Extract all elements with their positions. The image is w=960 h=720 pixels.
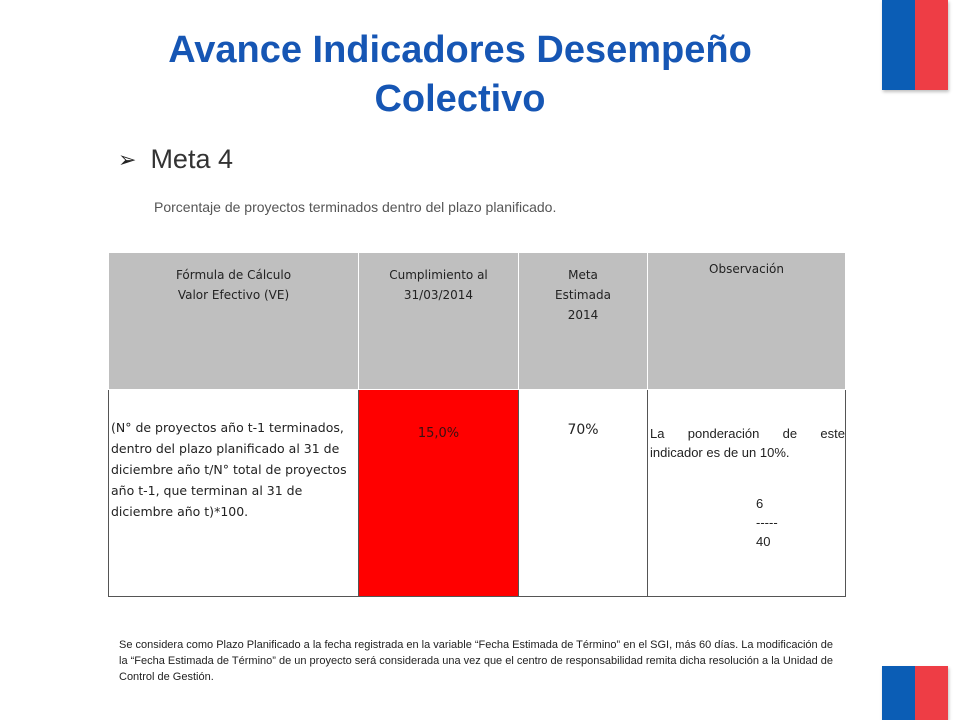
cell-meta: 70%	[519, 390, 648, 597]
flag-blue-stripe	[882, 0, 915, 90]
flag-decoration-top	[882, 0, 948, 90]
meta-description: Porcentaje de proyectos terminados dentro del plazo planificado.	[154, 199, 557, 215]
fraction-numerator: 6	[756, 496, 764, 511]
header-meta-line2: Estimada	[555, 288, 611, 302]
cell-cumplimiento: 15,0%	[359, 390, 519, 597]
header-observacion	[648, 253, 846, 390]
footnote: Se considera como Plazo Planificado a la fecha registrada en la variable “Fecha Estimada de Término” en el SGI, más 60 días. La modificación de la “Fecha Estimada de Término” de un proyecto será considerada una vez que el centro de responsabilidad remita dicha resolución a la Unidad de Control de Gestión.	[119, 639, 833, 683]
fraction-denominator: 40	[756, 534, 771, 549]
header-cumplimiento-line1: Cumplimiento al	[389, 268, 488, 282]
flag-blue-stripe	[882, 666, 915, 720]
header-formula	[109, 253, 359, 390]
slide-title: Avance Indicadores Desempeño Colectivo	[168, 29, 752, 120]
header-meta-line1: Meta	[568, 268, 598, 282]
observacion-line1: La ponderación de este	[650, 426, 845, 441]
table-header-row	[109, 253, 846, 390]
observacion-line2: indicador es de un 10%.	[650, 445, 790, 460]
flag-red-stripe	[915, 0, 948, 90]
header-meta	[519, 253, 648, 390]
header-meta-line3: 2014	[567, 308, 599, 322]
meta-heading: Meta 4	[150, 144, 233, 174]
formula-text: (N° de proyectos año t-1 terminados, dentro del plazo planificado al 31 de diciembre año t/N° total de proyectos año t-1, que terminan al 31 de diciembre año t)*100.	[111, 420, 347, 519]
header-observacion-label: Observación	[709, 262, 784, 276]
header-cumplimiento	[359, 253, 519, 390]
header-formula-line1: Fórmula de Cálculo	[175, 268, 292, 282]
fraction	[648, 494, 845, 551]
flag-red-stripe	[915, 666, 948, 720]
fraction-bar: -----	[756, 515, 778, 530]
meta-heading-row	[118, 144, 233, 175]
table-row	[109, 390, 846, 597]
cell-formula	[109, 390, 359, 597]
cell-observacion	[648, 390, 846, 597]
arrow-bullet-icon: ➢	[118, 146, 137, 172]
header-cumplimiento-line2: 31/03/2014	[403, 288, 474, 302]
header-formula-line2: Valor Efectivo (VE)	[177, 288, 290, 302]
flag-decoration-bottom	[882, 666, 948, 720]
indicator-table	[108, 252, 846, 597]
